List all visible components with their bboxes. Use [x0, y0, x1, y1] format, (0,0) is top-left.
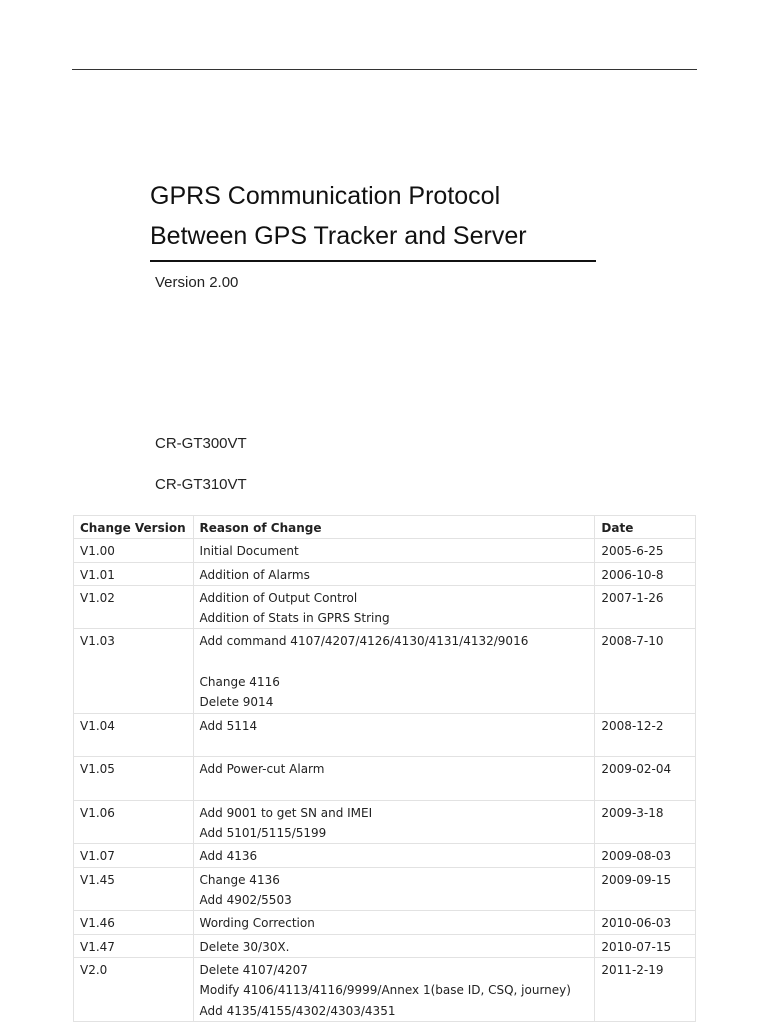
cell-date: 2010-06-03	[595, 911, 696, 934]
cell-reason	[193, 539, 595, 562]
top-rule	[72, 69, 697, 70]
cell-date: 2010-07-15	[595, 934, 696, 957]
table-row	[74, 957, 696, 1021]
reason-line: Change 4136	[199, 872, 280, 887]
blank-line	[200, 780, 589, 800]
cell-date: 2008-12-2	[595, 713, 696, 757]
title-line-2: Between GPS Tracker and Server	[150, 222, 527, 250]
change-history-table	[73, 515, 696, 1022]
cell-version: V1.46	[74, 911, 194, 934]
cell-reason	[193, 867, 595, 911]
reason-line: Change 4116	[199, 675, 280, 690]
cell-version: V2.0	[74, 957, 194, 1021]
cell-date: 2009-02-04	[595, 757, 696, 801]
cell-date: 2006-10-8	[595, 562, 696, 585]
reason-line: Delete 4107/4207	[199, 962, 308, 977]
cell-reason	[193, 585, 595, 629]
reason-line: Addition of Stats in GPRS String	[199, 611, 390, 626]
document-version: Version 2.00	[155, 274, 239, 291]
reason-line: Modify 4106/4113/4116/9999/Annex 1(base ID, CSQ, journey)	[199, 983, 571, 998]
cell-date: 2007-1-26	[595, 585, 696, 629]
table-row	[74, 629, 696, 713]
reason-line: Add 4136	[199, 849, 258, 864]
cell-date: 2009-3-18	[595, 800, 696, 844]
model-name: CR-GT300VT	[155, 435, 247, 452]
table-row	[74, 713, 696, 757]
reason-line: Delete 30/30X.	[199, 939, 290, 954]
reason-line: Add 9001 to get SN and IMEI	[199, 805, 373, 820]
cell-reason	[193, 713, 595, 757]
cell-version: V1.06	[74, 800, 194, 844]
cell-version: V1.45	[74, 867, 194, 911]
reason-line: Initial Document	[199, 544, 299, 559]
table-row	[74, 867, 696, 911]
header-change-version: Change Version	[74, 516, 194, 539]
cell-reason	[193, 844, 595, 867]
blank-line	[200, 736, 589, 756]
cell-version: V1.03	[74, 629, 194, 713]
title-line-1: GPRS Communication Protocol	[150, 182, 501, 210]
cell-version: V1.05	[74, 757, 194, 801]
cell-date: 2011-2-19	[595, 957, 696, 1021]
reason-line: Add 5101/5115/5199	[199, 826, 327, 841]
table-row	[74, 562, 696, 585]
model-name: CR-GT310VT	[155, 476, 247, 493]
cell-version: V1.01	[74, 562, 194, 585]
table-row	[74, 911, 696, 934]
header-reason-of-change: Reason of Change	[193, 516, 595, 539]
cell-version: V1.00	[74, 539, 194, 562]
cell-version: V1.02	[74, 585, 194, 629]
table-row	[74, 934, 696, 957]
table-row	[74, 539, 696, 562]
reason-line: Addition of Output Control	[199, 590, 358, 605]
reason-line: Add 4902/5503	[199, 893, 292, 908]
reason-line: Add 4135/4155/4302/4303/4351	[199, 1003, 396, 1018]
header-date: Date	[595, 516, 696, 539]
table-row	[74, 757, 696, 801]
cell-version: V1.04	[74, 713, 194, 757]
cell-reason	[193, 957, 595, 1021]
reason-line: Wording Correction	[199, 916, 315, 931]
table-row	[74, 800, 696, 844]
table-row	[74, 844, 696, 867]
cell-date: 2009-08-03	[595, 844, 696, 867]
cell-version: V1.07	[74, 844, 194, 867]
table-row	[74, 585, 696, 629]
cell-version: V1.47	[74, 934, 194, 957]
cell-reason	[193, 757, 595, 801]
cell-reason	[193, 629, 595, 713]
title-underline	[150, 260, 596, 262]
cell-date: 2008-7-10	[595, 629, 696, 713]
cell-date: 2009-09-15	[595, 867, 696, 911]
reason-line: Add 5114	[199, 718, 258, 733]
reason-line: Delete 9014	[199, 695, 274, 710]
cell-date: 2005-6-25	[595, 539, 696, 562]
cell-reason	[193, 800, 595, 844]
reason-line: Add Power-cut Alarm	[199, 762, 325, 777]
cell-reason	[193, 562, 595, 585]
cell-reason	[193, 934, 595, 957]
blank-line	[200, 652, 589, 672]
table-header-row	[74, 516, 696, 539]
reason-line: Add command 4107/4207/4126/4130/4131/4132/9016	[199, 634, 529, 649]
document-title	[150, 176, 527, 256]
cell-reason	[193, 911, 595, 934]
reason-line: Addition of Alarms	[199, 567, 310, 582]
